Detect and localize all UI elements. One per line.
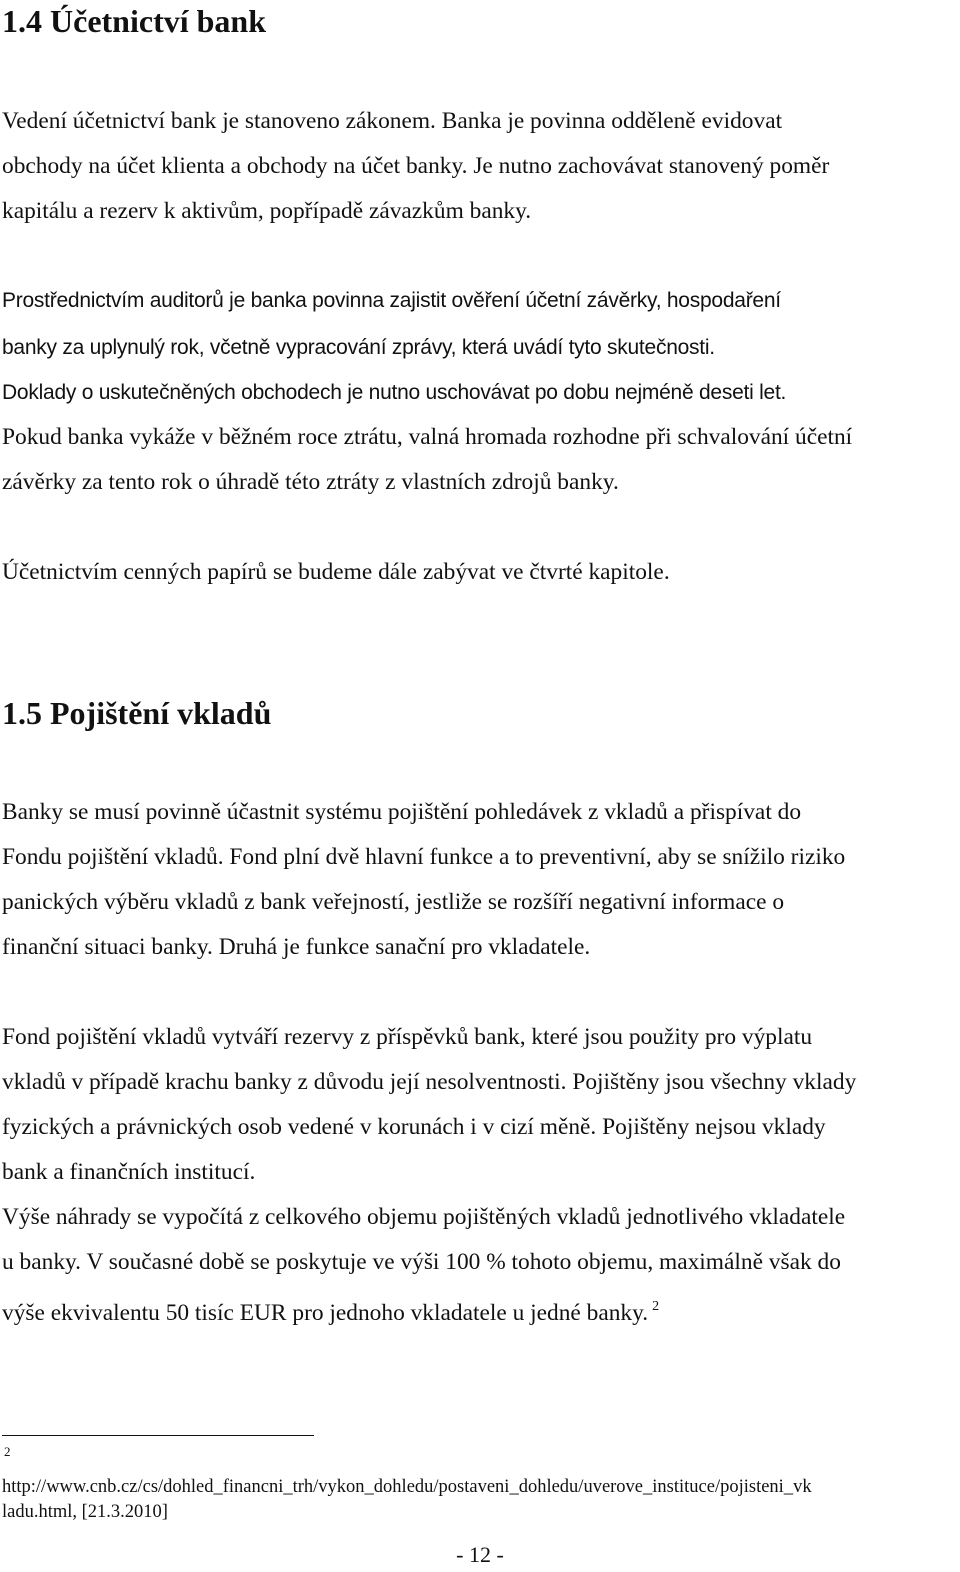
footnote-link-continuation: ladu.html, [21.3.2010]	[2, 1502, 168, 1522]
paragraph-line: kapitálu a rezerv k aktivům, popřípadě závazkům banky.	[2, 198, 532, 224]
section-heading-1-5: 1.5 Pojištění vkladů	[2, 695, 272, 731]
page-number: - 12 -	[456, 1542, 504, 1567]
paragraph-line: Fond pojištění vkladů vytváří rezervy z příspěvků bank, které jsou použity pro výplatu	[2, 1024, 813, 1050]
footnote-reference[interactable]: 2	[652, 1299, 660, 1314]
paragraph-line: Vedení účetnictví bank je stanoveno zákonem. Banka je povinna odděleně evidovat	[2, 108, 783, 134]
section-heading-1-4: 1.4 Účetnictví bank	[2, 3, 266, 39]
paragraph-line: u banky. V současné době se poskytuje ve výši 100 % tohoto objemu, maximálně však do	[2, 1249, 841, 1275]
paragraph-line-with-footnote	[2, 1292, 659, 1328]
paragraph-line: Výše náhrady se vypočítá z celkového objemu pojištěných vkladů jednotlivého vkladatele	[2, 1204, 846, 1230]
paragraph-line: vkladů v případě krachu banky z důvodu její nesolventnosti. Pojištěny jsou všechny vklady	[2, 1069, 857, 1095]
paragraph-line: Pokud banka vykáže v běžném roce ztrátu, valná hromada rozhodne při schvalování účetní	[2, 424, 853, 450]
paragraph-line: Účetnictvím cenných papírů se budeme dále zabývat ve čtvrté kapitole.	[2, 559, 670, 585]
footnote-separator	[2, 1435, 314, 1436]
paragraph-line: obchody na účet klienta a obchody na účet banky. Je nutno zachovávat stanovený poměr	[2, 153, 830, 179]
paragraph-line: Banky se musí povinně účastnit systému pojištění pohledávek z vkladů a přispívat do	[2, 799, 802, 825]
paragraph-line: finanční situaci banky. Druhá je funkce sanační pro vkladatele.	[2, 934, 591, 960]
paragraph-line: závěrky za tento rok o úhradě této ztráty z vlastních zdrojů banky.	[2, 469, 619, 495]
paragraph-line-text: výše ekvivalentu 50 tisíc EUR pro jednoho vkladatele u jedné banky.	[2, 1300, 649, 1326]
paragraph-line: bank a finančních institucí.	[2, 1159, 256, 1185]
paragraph-line: panických výběru vkladů z bank veřejností, jestliže se rozšíří negativní informace o	[2, 889, 785, 915]
paragraph-line: Fondu pojištění vkladů. Fond plní dvě hlavní funkce a to preventivní, aby se snížilo riziko	[2, 844, 846, 870]
paragraph-line: fyzických a právnických osob vedené v korunách i v cizí měně. Pojištěny nejsou vklady	[2, 1114, 826, 1140]
paragraph-line: Doklady o uskutečněných obchodech je nutno uschovávat po dobu nejméně deseti let.	[2, 381, 787, 404]
paragraph-line: Prostřednictvím auditorů je banka povinna zajistit ověření účetní závěrky, hospodaření	[2, 289, 781, 312]
footnote-number: 2	[4, 1444, 11, 1459]
paragraph-line: banky za uplynulý rok, včetně vypracování zprávy, která uvádí tyto skutečnosti.	[2, 336, 715, 359]
footnote-link[interactable]: http://www.cnb.cz/cs/dohled_financni_trh/vykon_dohledu/postaveni_dohledu/uverove_instituce/pojisteni_vk	[2, 1477, 812, 1497]
